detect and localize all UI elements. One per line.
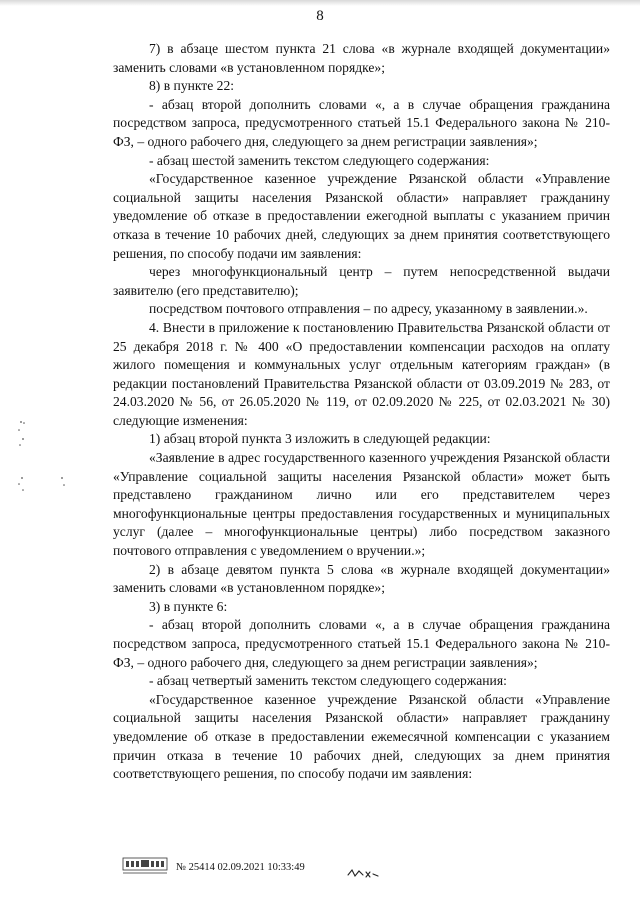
- margin-scan-marks: [16, 418, 70, 498]
- paragraph-quote-3: «Государственное казенное учреждение Рязанской области «Управление социальной защиты населения Рязанской области» направляет гражданину уведомление об отказе в предоставлении ежемесячной компенсации с указанием причин отказа в течение 10 рабочих дней, следующих за днем принятия соответствующего решения, по способу подачи им заявления:: [113, 691, 610, 782]
- paragraph-change-1: 1) абзац второй пункта 3 изложить в следующей редакции:: [149, 431, 491, 447]
- registration-number-date: № 25414 02.09.2021 10:33:49: [176, 862, 305, 873]
- paragraph-item-7: 7) в абзаце шестом пункта 21 слова «в журнале входящей документации» заменить словами «в установленном порядке»;: [113, 41, 610, 75]
- paragraph-change-3-sub-1: - абзац второй дополнить словами «, а в случае обращения гражданина посредством запроса, предусмотренного статьей 15.1 Федерального закона № 210-ФЗ, – одного рабочего дня, следующего за днем регистрации заявления»;: [113, 617, 610, 670]
- paragraph-change-2: 2) в абзаце девятом пункта 5 слова «в журнале входящей документации» заменить словами «в установленном порядке»;: [113, 561, 610, 596]
- paragraph-item-8: 8) в пункте 22:: [149, 78, 235, 94]
- registry-stamp-icon: [122, 852, 168, 876]
- paragraph-post: посредством почтового отправления – по адресу, указанному в заявлении.».: [149, 301, 588, 317]
- paragraph-mfc: через многофункциональный центр – путем непосредственной выдачи заявителю (его представителю);: [113, 264, 610, 298]
- paragraph-change-3: 3) в пункте 6:: [149, 598, 228, 614]
- document-body: [113, 40, 610, 784]
- page-number: 8: [316, 8, 324, 24]
- handwritten-initials-icon: [346, 866, 380, 880]
- paragraph-quote-1: «Государственное казенное учреждение Рязанской области «Управление социальной защиты населения Рязанской области» направляет гражданину уведомление об отказе в предоставлении ежегодной выплаты с указанием причин отказа в течение 10 рабочих дней, следующих за днем принятия соответствующего решения, по способу подачи им заявления:: [113, 171, 610, 261]
- paragraph-item-8-sub-2: - абзац шестой заменить текстом следующего содержания:: [149, 152, 490, 168]
- paragraph-quote-2: «Заявление в адрес государственного казенного учреждения Рязанской области «Управление социальной защиты населения Рязанской области» может быть представлено гражданином лично или его представителем через многофункциональные центры предоставления государственных и муниципальных услуг (далее – многофункциональные центры) либо посредством заказного почтового отправления с уведомлением о вручении.»;: [113, 450, 610, 559]
- document-footer: [122, 852, 542, 882]
- paragraph-section-4: 4. Внести в приложение к постановлению Правительства Рязанской области от 25 декабря 2018 г. № 400 «О предоставлении компенсации расходов на оплату жилого помещения и коммунальных услуг отдельным категориям граждан» (в редакции постановлений Правительства Рязанской области от 03.09.2019 № 283, от 24.03.2020 № 56, от 26.05.2020 № 119, от 02.09.2020 № 225, от 02.03.2021 № 30) следующие изменения:: [113, 319, 610, 428]
- paragraph-change-3-sub-2: - абзац четвертый заменить текстом следующего содержания:: [149, 673, 507, 689]
- paragraph-item-8-sub-1: - абзац второй дополнить словами «, а в случае обращения гражданина посредством запроса, предусмотренного статьей 15.1 Федерального закона № 210-ФЗ, – одного рабочего дня, следующего за днем регистрации заявления»;: [113, 96, 610, 149]
